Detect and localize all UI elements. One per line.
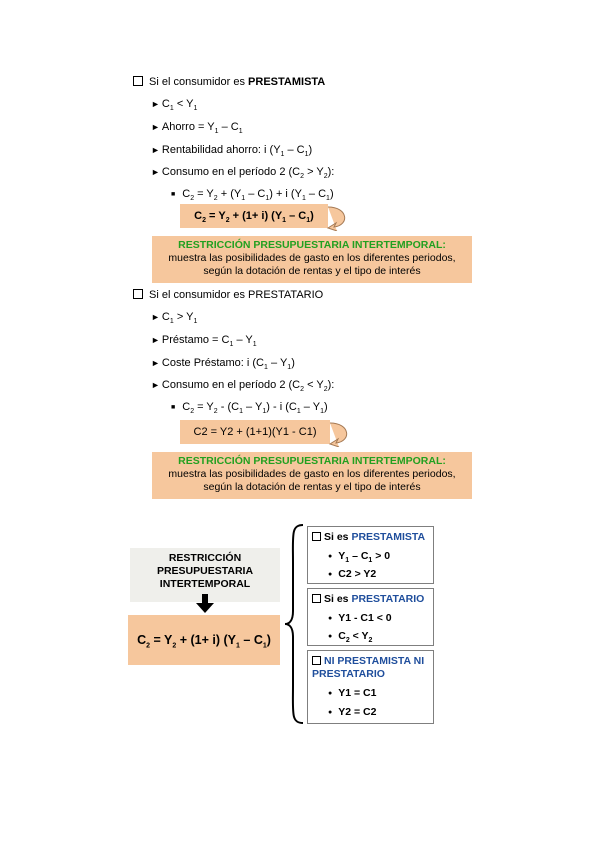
s2-line-prestamo: ► Préstamo = $C_1 - Y_1$ xyxy=(151,334,257,349)
s1-line-c1-lt-y1: ► $C_1 < Y_1$ xyxy=(151,98,198,113)
dot-bullet-icon: ● xyxy=(328,571,333,578)
square-bullet-icon: ■ xyxy=(171,191,176,198)
dot-bullet-icon: ● xyxy=(328,615,333,622)
triangle-bullet-icon: ► xyxy=(151,380,160,390)
s1-boxed-formula: $C_2 = Y_2 + (1+ i)$ $(Y_1 - C_1)$ xyxy=(180,204,328,228)
checkbox-icon xyxy=(312,532,321,541)
checkbox-icon xyxy=(133,76,143,86)
curved-arrow-icon xyxy=(328,421,354,447)
prestamista-box: Si es PRESTAMISTA ● $Y_1 - C_1 > 0$ ● C2 > Y2 xyxy=(307,526,434,584)
s2-line-coste: ► Coste Préstamo: i $(C_1 - Y_1)$ xyxy=(151,357,295,372)
restriction-title: RESTRICCIÓN PRESUPUESTARIA INTERTEMPORAL: xyxy=(178,239,446,251)
curved-arrow-icon xyxy=(326,205,352,231)
s1-formula: ■ $C_2 = Y_2 + (Y_1 - C_1) + i$ $(Y_1 - C_1)$ xyxy=(171,188,334,203)
section2-intro: Si el consumidor es PRESTATARIO xyxy=(133,289,323,301)
diagram-formula-box: $C_2 = Y_2 + (1+ i)$ $(Y_1 - C_1)$ xyxy=(128,615,280,665)
s1-line-rentabilidad: ► Rentabilidad ahorro: i $(Y_1 - C_1)$ xyxy=(151,144,313,159)
triangle-bullet-icon: ► xyxy=(151,122,160,132)
s2-formula: ■ $C_2 = Y_2 - (C_1 - Y_1) - i$ $(C_1 - Y_1)$ xyxy=(171,401,328,416)
restriction-title: RESTRICCIÓN PRESUPUESTARIA INTERTEMPORAL: xyxy=(178,455,446,467)
checkbox-icon xyxy=(312,656,321,665)
dot-bullet-icon: ● xyxy=(328,709,333,716)
brace-icon xyxy=(283,523,305,725)
triangle-bullet-icon: ► xyxy=(151,312,160,322)
triangle-bullet-icon: ► xyxy=(151,358,160,368)
dot-bullet-icon: ● xyxy=(328,553,333,560)
triangle-bullet-icon: ► xyxy=(151,145,160,155)
triangle-bullet-icon: ► xyxy=(151,335,160,345)
s2-line-consumo: ► Consumo en el período 2 $(C_2 < Y_2)$: xyxy=(151,379,335,394)
s1-line-consumo: ► Consumo en el período 2 $(C_2 > Y_2)$: xyxy=(151,166,335,181)
diagram-title-box: RESTRICCIÓN PRESUPUESTARIA INTERTEMPORAL xyxy=(130,548,280,602)
dot-bullet-icon: ● xyxy=(328,690,333,697)
checkbox-icon xyxy=(312,594,321,603)
triangle-bullet-icon: ► xyxy=(151,99,160,109)
s2-line-c1-gt-y1: ► $C_1 > Y_1$ xyxy=(151,311,198,326)
prestamista-label: PRESTAMISTA xyxy=(248,76,326,88)
prestatario-box: Si es PRESTATARIO ● Y1 - C1 < 0 ● $C_2 < Y_2$ xyxy=(307,588,434,646)
square-bullet-icon: ■ xyxy=(171,404,176,411)
dot-bullet-icon: ● xyxy=(328,633,333,640)
s2-restriction-box: RESTRICCIÓN PRESUPUESTARIA INTERTEMPORAL: muestra las posibilidades de gasto en los diferentes periodos, según la dotación de rentas y el tipo de interés xyxy=(152,452,472,499)
down-arrow-icon xyxy=(196,594,214,614)
s1-line-ahorro: ► Ahorro = $Y_1 - C_1$ xyxy=(151,121,243,136)
checkbox-icon xyxy=(133,289,143,299)
s1-restriction-box: RESTRICCIÓN PRESUPUESTARIA INTERTEMPORAL: muestra las posibilidades de gasto en los diferentes periodos, según la dotación de rentas y el tipo de interés xyxy=(152,236,472,283)
triangle-bullet-icon: ► xyxy=(151,167,160,177)
s2-boxed-formula: C2 = Y2 + (1+1)(Y1 - C1) xyxy=(180,420,330,444)
section1-intro: Si el consumidor es PRESTAMISTA xyxy=(133,76,325,88)
ni-prestamista-box: NI PRESTAMISTA NI PRESTATARIO ● Y1 = C1 ● Y2 = C2 xyxy=(307,650,434,724)
